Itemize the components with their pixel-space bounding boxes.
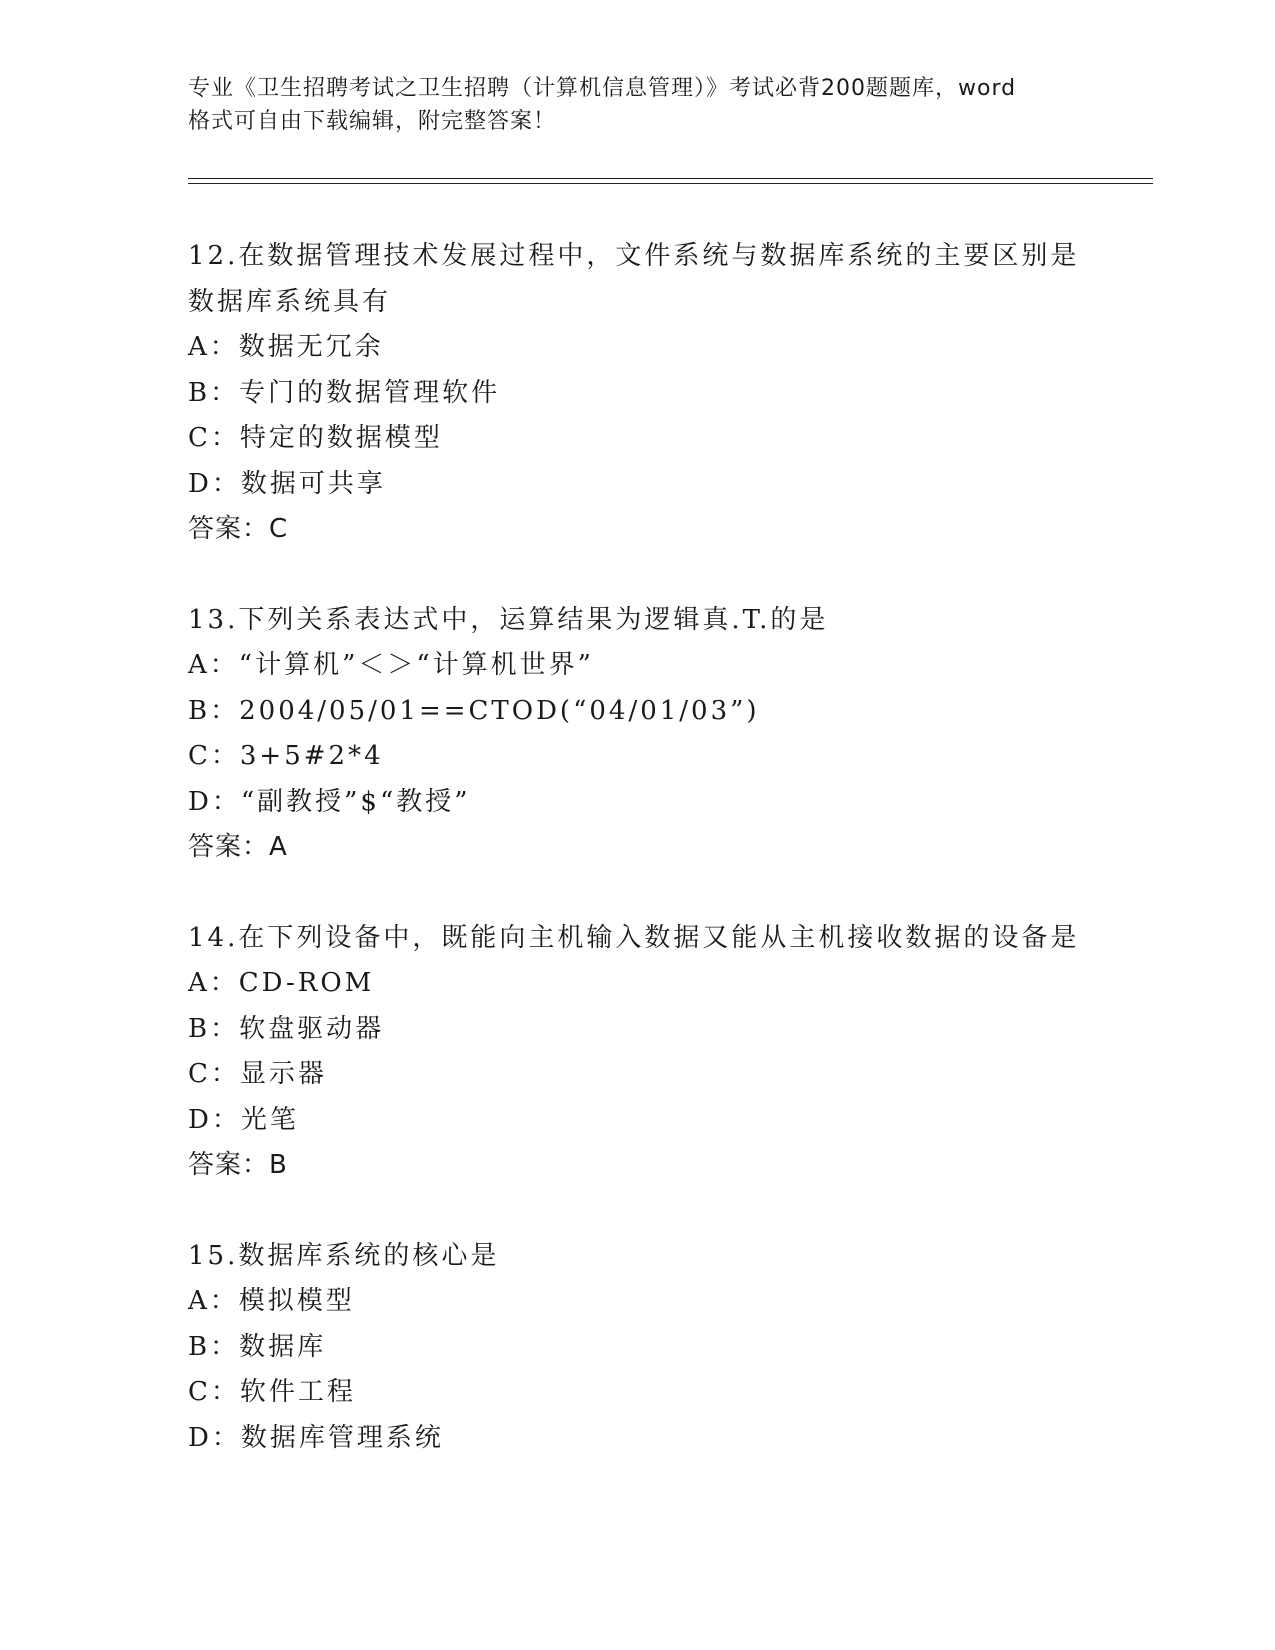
option-b: B：软盘驱动器 bbox=[188, 1013, 385, 1044]
question-stem-line-1: 14.在下列设备中，既能向主机输入数据又能从主机接收数据的设备是 bbox=[188, 922, 1080, 953]
question-stem-line-1: 13.下列关系表达式中，运算结果为逻辑真.T.的是 bbox=[188, 604, 829, 635]
question-stem-line-1: 15.数据库系统的核心是 bbox=[188, 1240, 500, 1271]
option-b: B：2004/05/01==CTOD(“04/01/03”) bbox=[188, 695, 760, 726]
option-b: B：数据库 bbox=[188, 1331, 327, 1362]
option-a: A：“计算机”＜＞“计算机世界” bbox=[188, 650, 594, 680]
option-d: D：“副教授”$“教授” bbox=[188, 786, 471, 817]
option-a: A：CD-ROM bbox=[188, 968, 375, 998]
option-d: D：数据库管理系统 bbox=[188, 1422, 444, 1453]
question-15 bbox=[188, 1234, 1148, 1462]
option-b: B：专门的数据管理软件 bbox=[188, 377, 501, 408]
option-d: D：光笔 bbox=[188, 1104, 299, 1135]
option-a: A：数据无冗余 bbox=[188, 332, 384, 362]
document-header bbox=[188, 72, 1088, 138]
option-d: D：数据可共享 bbox=[188, 468, 386, 499]
question-list bbox=[188, 234, 1148, 1506]
answer-label: 答案：B bbox=[188, 1150, 288, 1180]
option-c: C：特定的数据模型 bbox=[188, 423, 443, 453]
question-stem-line-2: 数据库系统具有 bbox=[188, 286, 392, 317]
question-stem-line-1: 12.在数据管理技术发展过程中，文件系统与数据库系统的主要区别是 bbox=[188, 241, 1080, 271]
question-14 bbox=[188, 916, 1148, 1189]
question-13 bbox=[188, 598, 1148, 871]
header-divider-bottom bbox=[188, 183, 1153, 184]
option-c: C：显示器 bbox=[188, 1059, 327, 1089]
header-line-1: 专业《卫生招聘考试之卫生招聘（计算机信息管理）》考试必背200题题库，word bbox=[188, 76, 1017, 101]
header-line-2: 格式可自由下载编辑，附完整答案！ bbox=[188, 109, 557, 134]
answer-label: 答案：A bbox=[188, 832, 288, 862]
question-12 bbox=[188, 234, 1148, 553]
header-divider-top bbox=[188, 178, 1153, 179]
option-a: A：模拟模型 bbox=[188, 1286, 355, 1316]
option-c: C：软件工程 bbox=[188, 1377, 356, 1407]
option-c: C：3+5#2*4 bbox=[188, 741, 384, 771]
answer-label: 答案：C bbox=[188, 514, 289, 544]
